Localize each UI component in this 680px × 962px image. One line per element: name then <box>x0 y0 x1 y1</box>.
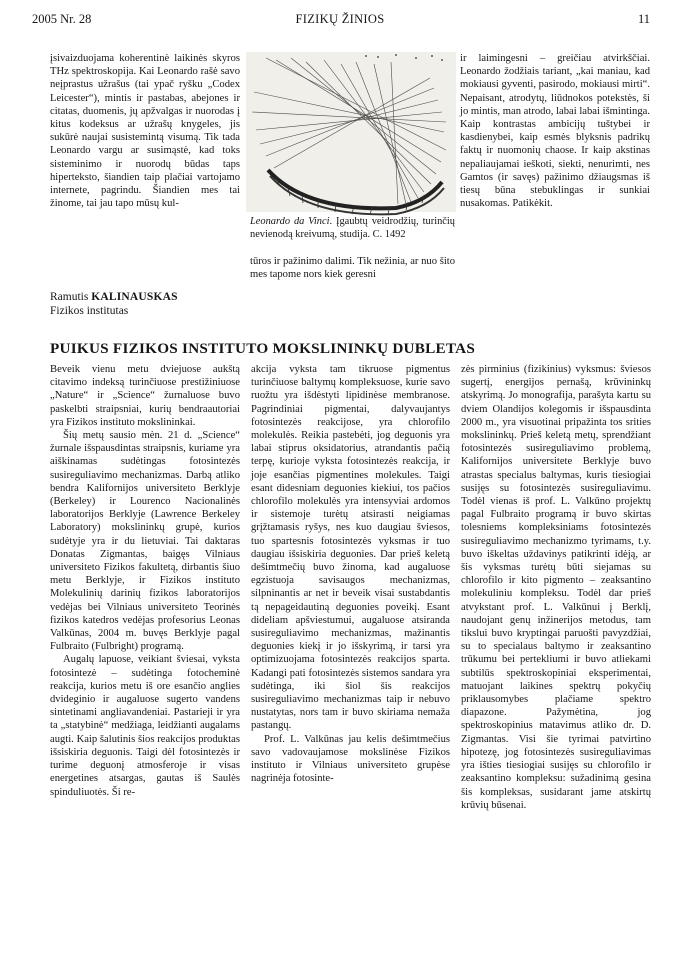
paragraph: Beveik vienu metu dviejuose aukštą citavimo indeksą turinčiuose prestižiniuose „Nature“ ir „Science“ žurnaluose buvo paskelbti straipsniai, kurių bendraautoriai yra Fizikos instituto mokslininkai. <box>50 364 240 428</box>
top-left-paragraph: įsivaizduojama koherentinė laikinės skyros THz spektroskopija. Kai Leonardo rašė savo neįprastus užrašus (tai ypač ryšku „Codex Leicester“), mintis ir pastabas, abejones ir citatas, duomenis, jų apžvalgas ir nuorodas į kitus kodeksus ar užrašų knygeles, jis sukūrė naujai susistemintą visumą. Tik tada Leonardo vargu ar susimąstė, kad toks sisteminimo ir nuorodų būdas taps hiperteksto, šiandien taip plačiai vartojamo internete, pagrindu. Šiandien mes tai žinome, tai jau tapo mūsų kul- <box>50 53 240 210</box>
top-middle-paragraph: tūros ir pažinimo dalimi. Tik nežinia, ar nuo šito mes tapome nors kiek geresni <box>250 256 455 281</box>
leonardo-mirror-sketch <box>246 52 456 230</box>
paragraph: Šių metų sausio mėn. 21 d. „Science“ žurnale išspausdintas straipsnis, kuriame yra aiškinamas sudėtingas fotosintezės susireguliavimo mechanizmas. Darbą atliko bendra Kalifornijos universiteto Berklyje (Berkeley) ir Lourenco Nacionalinės laboratorijos Berklyje (Lawrence Berkeley Laboratory) mokslininkų grupė, kurios sudėtyje yra ir du lietuviai. Tai daktaras Donatas Zigmantas, baigęs Vilniaus universiteto Fizikos fakultetą, dirbantis šiuo metu Berklyje, ir Fizikos instituto Molekulinių darinių fizikos laboratorijos vedėjas bei Vilniaus universiteto Teorinės fizikos katedros vedėjas profesorius Leonas Valkūnas, 2004 m. buvęs Berklyje pagal Fulbraito (Fulbright) programą. <box>50 430 240 653</box>
top-right-paragraph: ir laimingesni – greičiau atvirkščiai. Leonardo žodžiais tariant, „kai maniau, kad mokiausi gyventi, pasirodo, mokiausi mirti“. Nepaisant, atrodytų, liūdnokos potekstės, ši jo mintis, man atrodo, labai labai išmintinga. Kaip kontrastas ambicijų tuštybei ir kasdienybei, kaip esmės blyksnis padrikų faktų ir nuomonių chaose. Ir kaip akstinas nepaliaujamai ieškoti, siekti, nenurimti, nes Gamtos (ir savęs) pažinimo džiaugsmas iš tiesų būna stebuklingas ir sunkiai nusakomas. Patikėkit. <box>460 53 650 210</box>
journal-title: FIZIKŲ ŽINIOS <box>295 12 385 26</box>
figure-caption <box>250 215 455 241</box>
article-column-1 <box>50 363 240 799</box>
author-first-name: Ramutis <box>50 291 89 303</box>
article-title: PUIKUS FIZIKOS INSTITUTO MOKSLININKŲ DUBLETAS <box>50 340 476 357</box>
author-affiliation: Fizikos institutas <box>50 305 129 317</box>
issue-label: 2005 Nr. 28 <box>32 12 92 26</box>
article-column-2 <box>251 363 450 786</box>
paragraph: Augalų lapuose, veikiant šviesai, vyksta fotosintezė – sudėtinga fotocheminė reakcija, kurios metu iš ore esančio anglies dvideginio ir augaluose sugerto vandens sintetinami angliavandeniai. Pastarieji ir yra ta „statybinė“ medžiaga, leidžianti augalams augti. Kaip šalutinis šios reakcijos produktas išsiskiria deguonis. Taigi dėl fotosintezės ir turime deguonį atmosferoje ir visas energetines atsargas, gautas iš Saulės spinduliuotės. Ši re- <box>50 654 240 798</box>
top-article-middle-column <box>250 255 455 281</box>
sketch-drawing <box>246 52 456 230</box>
paragraph: Prof. L. Valkūnas jau kelis dešimtmečius savo vadovaujamose mokslinėse Fizikos instituto ir Vilniaus universiteto grupėse nagrinėja fotosinte- <box>251 733 450 785</box>
paragraph: akcija vyksta tam tikruose pigmentus turinčiuose baltymų kompleksuose, kurie savo ruožtu yra išdėstyti lipidinėse membranose. Pagrindiniai pigmentai, dalyvaujantys fotosintezės reakcijose, yra chlorofilo molekulės. Reikia pastebėti, jog deguonis yra labai stiprus oksidatorius, atrandantis pačią terpę, kurioje vyksta fotosintezės reakcija, ir joje esančias pigmentines molekules. Taigi esant didesniam deguonies kiekiui, tos pačios chlorofilo molekulės yra intensyviai ardomos ir sistemoje turėtų atsirasti neigiamas grįžtamasis ryšys, nes kuo daugiau šviesos, tuo spartesnis fotosintezės vyksmas ir tuo daugiau išsiskiria deguonies. Dar prieš keletą dešimtmečių buvo žinoma, kad augaluose egzistuoja savisaugos mechanizmas, silpninantis ar net ir beveik visai sustabdantis tą nepageidautiną deguonies poveikį. Esant dideliam apšviestumui, augaluose atsiranda susireguliavimo mechanizmas, mažinantis deguonies kiekį ir jo išskyrimą, ir tarsi yra optimizuojama fotosintezės reakcijos sparta. Kadangi pati fotosintezės sistemos sandara yra sudėtinga, iki šiol šis reakcijos susireguliavimo mechanizmas taip ir nebuvo nustatytas, nors tam ir buvo skiriama nemaža pastangų. <box>251 364 450 732</box>
page-number: 11 <box>637 12 650 26</box>
caption-text: . Įgaubtų veidrodžių, turinčių nevienodą kreivumą, studija. C. 1492 <box>250 216 455 240</box>
caption-author: Leonardo da Vinci <box>250 216 330 227</box>
paragraph: zės pirminius (fizikinius) vyksmus: šviesos sugertį, energijos pernašą, krūvininkų atskyrimą. Jo monografija, parašyta kartu su dviem Olandijos kolegomis ir išspausdinta 2000 m., yra visuotinai pripažinta tos srities mokslininkų. Prieš keletą metų, sprendžiant fotosintezės susireguliavimo problemą, Kalifornijos universitete Berklyje buvo atrastas specialus baltymas, kuris tiesiogiai susijęs su fotosintezės susireguliavimu. Todėl vienas iš prof. L. Valkūno projektų pagal Fulbraito programą ir buvo skirtas tolesniems kompleksiniams fotosintezės susireguliavimo mechanizmo tyrimams, t.y. buvo iškeltas uždavinys patikrinti idėją, ar šis vyksmas turėtų būti siejamas su chlorofilo ir kito pigmento – zeaksantino molekuliniu kompleksu. Todėl dar prieš atvykstant prof. L. Valkūnui į Berklį, naudojant genų inžinerijos metodus, tam tikslui buvo kryptingai paruošti pavyzdžiai, su to specialaus baltymo ir zeaksantino trūkumu bei pertekliumi ir buvo atliekami subtilūs spektroskopiniai eksperimentai, matuojant laikines spektrų pokyčių priklausomybes plačiame spektro diapazone. Pažymėtina, jog spektroskopinius matavimus atliko dr. D. Zigmantas. Visi šie tyrimai patvirtino hipotezę, jog fotosintezės susireguliavimas yra išties tiesiogiai susijęs su chlorofilo ir zeaksantino kompleksu: sužadinimą gesina šis kompleksas, susidarant jame atskirtų krūvių būsenai. <box>461 364 651 811</box>
author-surname: KALINAUSKAS <box>91 291 178 303</box>
top-article-left-column <box>50 52 240 210</box>
article-column-3 <box>461 363 651 812</box>
author-byline <box>50 290 178 318</box>
top-article-right-column <box>460 52 650 210</box>
